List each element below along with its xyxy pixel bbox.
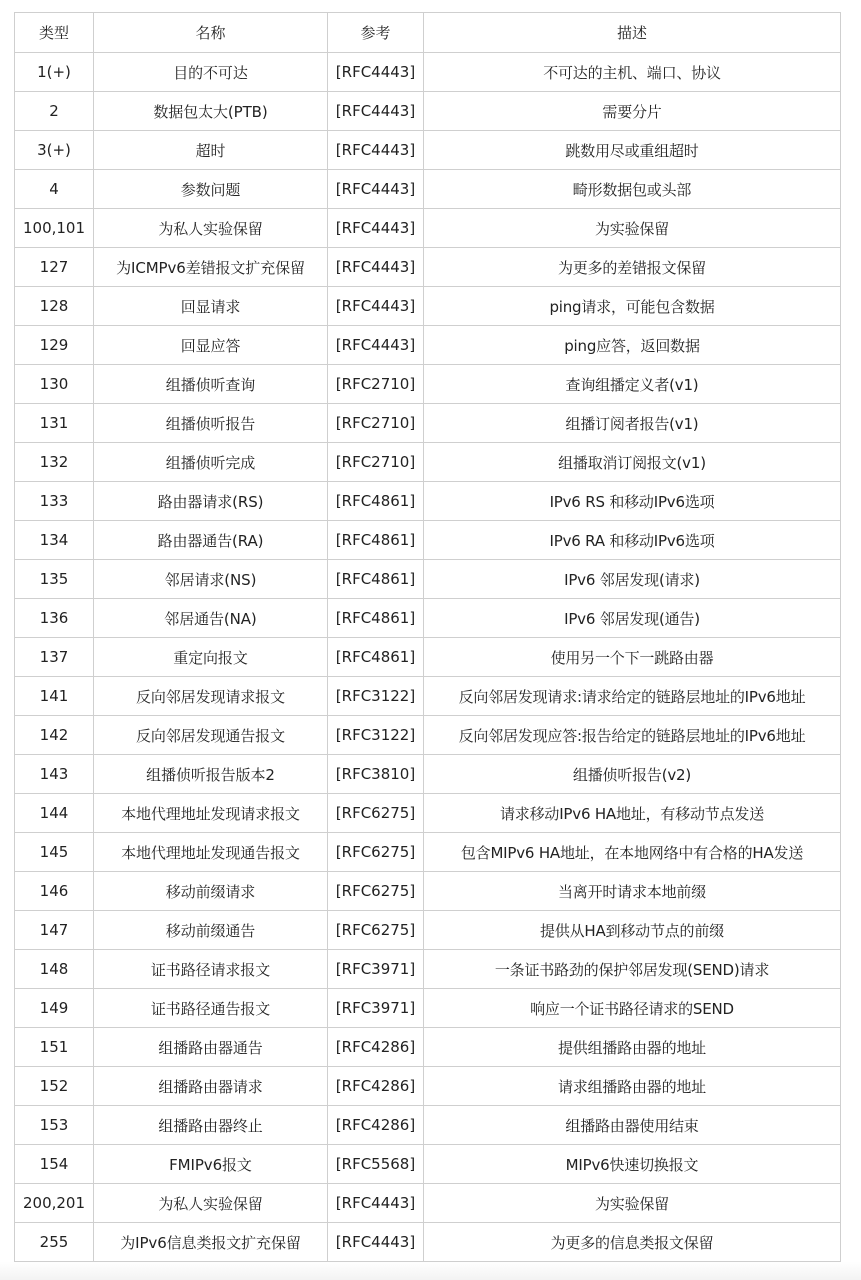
cell-reference: [RFC4861] — [328, 599, 424, 638]
cell-name: 移动前缀请求 — [94, 872, 328, 911]
cell-type: 200,201 — [15, 1184, 94, 1223]
cell-description: 提供从HA到移动节点的前缀 — [424, 911, 841, 950]
cell-type: 4 — [15, 170, 94, 209]
cell-name: 组播路由器通告 — [94, 1028, 328, 1067]
table-row — [15, 950, 841, 989]
cell-type: 151 — [15, 1028, 94, 1067]
cell-reference: [RFC4861] — [328, 638, 424, 677]
cell-reference: [RFC3971] — [328, 950, 424, 989]
cell-description: IPv6 邻居发现(请求) — [424, 560, 841, 599]
table-row — [15, 131, 841, 170]
table-row — [15, 443, 841, 482]
cell-reference: [RFC4443] — [328, 326, 424, 365]
table-row — [15, 638, 841, 677]
cell-type: 135 — [15, 560, 94, 599]
cell-description: 提供组播路由器的地址 — [424, 1028, 841, 1067]
cell-type: 148 — [15, 950, 94, 989]
cell-description: 畸形数据包或头部 — [424, 170, 841, 209]
table-row — [15, 755, 841, 794]
table-body — [15, 53, 841, 1262]
cell-description: 请求组播路由器的地址 — [424, 1067, 841, 1106]
cell-name: 重定向报文 — [94, 638, 328, 677]
table-row — [15, 716, 841, 755]
cell-name: 回显请求 — [94, 287, 328, 326]
cell-name: 移动前缀通告 — [94, 911, 328, 950]
cell-name: 组播侦听完成 — [94, 443, 328, 482]
cell-reference: [RFC4861] — [328, 482, 424, 521]
cell-type: 137 — [15, 638, 94, 677]
cell-reference: [RFC3122] — [328, 716, 424, 755]
cell-name: 为私人实验保留 — [94, 209, 328, 248]
cell-reference: [RFC3122] — [328, 677, 424, 716]
cell-reference: [RFC4443] — [328, 170, 424, 209]
cell-name: 反向邻居发现通告报文 — [94, 716, 328, 755]
cell-type: 153 — [15, 1106, 94, 1145]
cell-description: 当离开时请求本地前缀 — [424, 872, 841, 911]
cell-type: 128 — [15, 287, 94, 326]
table-row — [15, 1028, 841, 1067]
cell-type: 130 — [15, 365, 94, 404]
header-type: 类型 — [15, 13, 94, 53]
cell-description: 一条证书路劲的保护邻居发现(SEND)请求 — [424, 950, 841, 989]
cell-type: 255 — [15, 1223, 94, 1262]
cell-name: 为ICMPv6差错报文扩充保留 — [94, 248, 328, 287]
cell-name: 组播侦听查询 — [94, 365, 328, 404]
cell-type: 1(+) — [15, 53, 94, 92]
cell-type: 132 — [15, 443, 94, 482]
table-row — [15, 560, 841, 599]
table-row — [15, 248, 841, 287]
cell-name: 证书路径通告报文 — [94, 989, 328, 1028]
cell-reference: [RFC6275] — [328, 833, 424, 872]
cell-description: 组播路由器使用结束 — [424, 1106, 841, 1145]
header-name: 名称 — [94, 13, 328, 53]
table-row — [15, 287, 841, 326]
table-row — [15, 1145, 841, 1184]
cell-name: 组播侦听报告版本2 — [94, 755, 328, 794]
cell-reference: [RFC4286] — [328, 1067, 424, 1106]
header-row — [15, 13, 841, 53]
cell-description: ping请求，可能包含数据 — [424, 287, 841, 326]
cell-type: 143 — [15, 755, 94, 794]
bottom-shade — [0, 1262, 861, 1280]
cell-name: 组播路由器请求 — [94, 1067, 328, 1106]
cell-type: 100,101 — [15, 209, 94, 248]
table-row — [15, 53, 841, 92]
cell-name: 本地代理地址发现通告报文 — [94, 833, 328, 872]
cell-type: 145 — [15, 833, 94, 872]
cell-reference: [RFC4443] — [328, 1184, 424, 1223]
table-row — [15, 794, 841, 833]
table-header — [15, 13, 841, 53]
cell-name: 组播路由器终止 — [94, 1106, 328, 1145]
cell-reference: [RFC4443] — [328, 131, 424, 170]
cell-name: 为IPv6信息类报文扩充保留 — [94, 1223, 328, 1262]
cell-reference: [RFC4861] — [328, 521, 424, 560]
table-row — [15, 209, 841, 248]
cell-reference: [RFC6275] — [328, 794, 424, 833]
cell-name: 路由器通告(RA) — [94, 521, 328, 560]
cell-name: FMIPv6报文 — [94, 1145, 328, 1184]
cell-reference: [RFC5568] — [328, 1145, 424, 1184]
cell-reference: [RFC4286] — [328, 1106, 424, 1145]
cell-name: 邻居请求(NS) — [94, 560, 328, 599]
table-row — [15, 833, 841, 872]
header-reference: 参考 — [328, 13, 424, 53]
cell-type: 131 — [15, 404, 94, 443]
table-row — [15, 170, 841, 209]
cell-description: IPv6 邻居发现(通告) — [424, 599, 841, 638]
cell-description: 包含MIPv6 HA地址，在本地网络中有合格的HA发送 — [424, 833, 841, 872]
table-row — [15, 599, 841, 638]
cell-description: ping应答，返回数据 — [424, 326, 841, 365]
cell-description: 反向邻居发现应答:报告给定的链路层地址的IPv6地址 — [424, 716, 841, 755]
cell-type: 152 — [15, 1067, 94, 1106]
table-row — [15, 872, 841, 911]
cell-type: 144 — [15, 794, 94, 833]
table-row — [15, 989, 841, 1028]
cell-description: IPv6 RS 和移动IPv6选项 — [424, 482, 841, 521]
table-row — [15, 365, 841, 404]
cell-reference: [RFC4443] — [328, 53, 424, 92]
cell-name: 证书路径请求报文 — [94, 950, 328, 989]
cell-type: 3(+) — [15, 131, 94, 170]
cell-reference: [RFC2710] — [328, 443, 424, 482]
cell-type: 147 — [15, 911, 94, 950]
cell-reference: [RFC3971] — [328, 989, 424, 1028]
cell-type: 142 — [15, 716, 94, 755]
cell-reference: [RFC4443] — [328, 1223, 424, 1262]
cell-description: 需要分片 — [424, 92, 841, 131]
cell-type: 136 — [15, 599, 94, 638]
cell-description: 使用另一个下一跳路由器 — [424, 638, 841, 677]
table-row — [15, 92, 841, 131]
cell-description: 组播订阅者报告(v1) — [424, 404, 841, 443]
table-row — [15, 521, 841, 560]
table-row — [15, 1184, 841, 1223]
cell-type: 2 — [15, 92, 94, 131]
cell-name: 组播侦听报告 — [94, 404, 328, 443]
cell-type: 127 — [15, 248, 94, 287]
cell-description: 请求移动IPv6 HA地址，有移动节点发送 — [424, 794, 841, 833]
table-row — [15, 1106, 841, 1145]
cell-type: 141 — [15, 677, 94, 716]
table-row — [15, 482, 841, 521]
cell-name: 数据包太大(PTB) — [94, 92, 328, 131]
cell-reference: [RFC2710] — [328, 365, 424, 404]
cell-description: MIPv6快速切换报文 — [424, 1145, 841, 1184]
cell-description: IPv6 RA 和移动IPv6选项 — [424, 521, 841, 560]
cell-reference: [RFC6275] — [328, 872, 424, 911]
table-row — [15, 404, 841, 443]
cell-reference: [RFC4443] — [328, 92, 424, 131]
cell-name: 回显应答 — [94, 326, 328, 365]
cell-name: 为私人实验保留 — [94, 1184, 328, 1223]
cell-type: 129 — [15, 326, 94, 365]
cell-description: 为更多的信息类报文保留 — [424, 1223, 841, 1262]
cell-description: 跳数用尽或重组超时 — [424, 131, 841, 170]
cell-name: 本地代理地址发现请求报文 — [94, 794, 328, 833]
cell-description: 组播侦听报告(v2) — [424, 755, 841, 794]
cell-description: 为实验保留 — [424, 209, 841, 248]
cell-description: 反向邻居发现请求:请求给定的链路层地址的IPv6地址 — [424, 677, 841, 716]
cell-name: 路由器请求(RS) — [94, 482, 328, 521]
cell-type: 134 — [15, 521, 94, 560]
cell-type: 149 — [15, 989, 94, 1028]
cell-reference: [RFC4443] — [328, 209, 424, 248]
cell-description: 不可达的主机、端口、协议 — [424, 53, 841, 92]
cell-type: 154 — [15, 1145, 94, 1184]
cell-description: 为实验保留 — [424, 1184, 841, 1223]
cell-type: 133 — [15, 482, 94, 521]
cell-reference: [RFC2710] — [328, 404, 424, 443]
cell-name: 反向邻居发现请求报文 — [94, 677, 328, 716]
cell-description: 组播取消订阅报文(v1) — [424, 443, 841, 482]
cell-reference: [RFC4861] — [328, 560, 424, 599]
cell-description: 查询组播定义者(v1) — [424, 365, 841, 404]
cell-name: 目的不可达 — [94, 53, 328, 92]
icmpv6-type-table-wrapper — [14, 12, 840, 1262]
table-row — [15, 1223, 841, 1262]
table-row — [15, 911, 841, 950]
cell-reference: [RFC4443] — [328, 287, 424, 326]
table-row — [15, 677, 841, 716]
cell-type: 146 — [15, 872, 94, 911]
cell-description: 为更多的差错报文保留 — [424, 248, 841, 287]
cell-name: 超时 — [94, 131, 328, 170]
cell-reference: [RFC3810] — [328, 755, 424, 794]
cell-description: 响应一个证书路径请求的SEND — [424, 989, 841, 1028]
icmpv6-type-table — [14, 12, 841, 1262]
cell-reference: [RFC4443] — [328, 248, 424, 287]
table-row — [15, 1067, 841, 1106]
cell-name: 邻居通告(NA) — [94, 599, 328, 638]
cell-name: 参数问题 — [94, 170, 328, 209]
cell-reference: [RFC4286] — [328, 1028, 424, 1067]
table-row — [15, 326, 841, 365]
header-description: 描述 — [424, 13, 841, 53]
cell-reference: [RFC6275] — [328, 911, 424, 950]
